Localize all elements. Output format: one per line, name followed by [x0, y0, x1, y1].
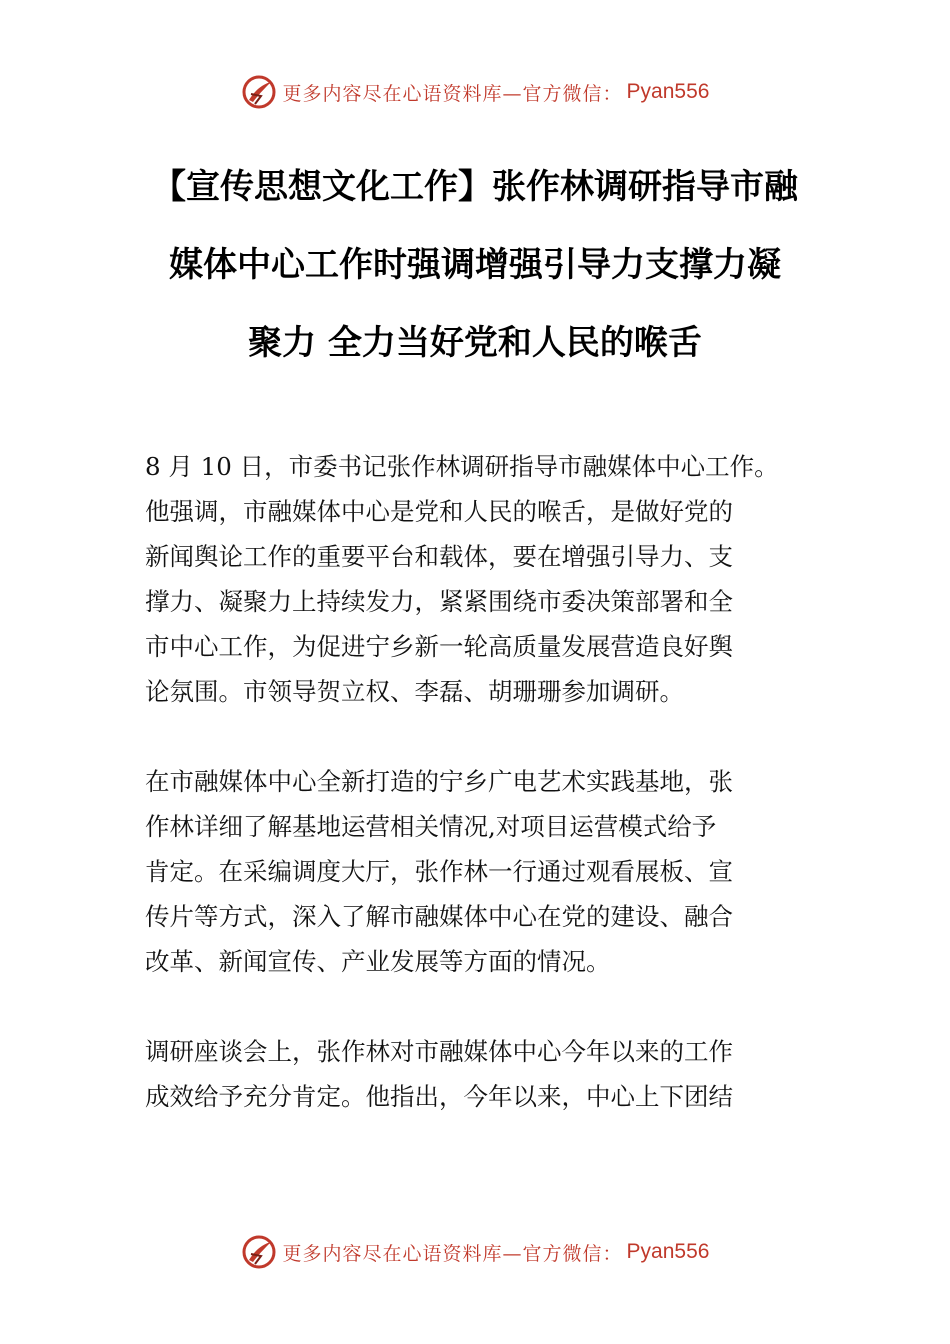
title-line-1: 【宣传思想文化工作】张作林调研指导市融 [152, 167, 798, 207]
logo-icon [241, 1234, 277, 1270]
text-line: 市中心工作，为促进宁乡新一轮高质量发展营造良好舆 [145, 632, 733, 661]
text-line: 传片等方式，深入了解市融媒体中心在党的建设、融合 [145, 902, 733, 931]
article-body [145, 444, 825, 1164]
text-line: 撑力、凝聚力上持续发力，紧紧围绕市委决策部署和全 [145, 587, 733, 616]
article-title [120, 148, 830, 382]
text-line: 8 月 10 日，市委书记张作林调研指导市融媒体中心工作。 [145, 452, 779, 481]
text-line: 调研座谈会上，张作林对市融媒体中心今年以来的工作 [145, 1037, 733, 1066]
text-line: 成效给予充分肯定。他指出，今年以来，中心上下团结 [145, 1082, 733, 1111]
title-line-2: 媒体中心工作时强调增强引导力支撑力凝 [169, 245, 781, 285]
paragraph-1 [145, 444, 825, 714]
paragraph-3 [145, 1029, 825, 1119]
watermark-banner-bottom [0, 1232, 950, 1272]
text-line: 论氛围。市领导贺立权、李磊、胡珊珊参加调研。 [145, 677, 684, 706]
watermark-text: 更多内容尽在心语资料库—官方微信： [282, 82, 623, 105]
wechat-id: Pyan556 [626, 80, 710, 103]
text-line: 改革、新闻宣传、产业发展等方面的情况。 [145, 947, 611, 976]
title-line-3: 聚力 全力当好党和人民的喉舌 [248, 323, 702, 363]
watermark-banner-top [0, 72, 950, 112]
text-line: 新闻舆论工作的重要平台和载体，要在增强引导力、支 [145, 542, 733, 571]
text-line: 在市融媒体中心全新打造的宁乡广电艺术实践基地，张 [145, 767, 733, 796]
text-line: 他强调，市融媒体中心是党和人民的喉舌，是做好党的 [145, 497, 733, 526]
text-line: 作林详细了解基地运营相关情况,对项目运营模式给予 [145, 812, 717, 841]
paragraph-2 [145, 759, 825, 984]
logo-icon [241, 74, 277, 110]
watermark-text: 更多内容尽在心语资料库—官方微信： [282, 1242, 623, 1265]
text-line: 肯定。在采编调度大厅，张作林一行通过观看展板、宣 [145, 857, 733, 886]
wechat-id: Pyan556 [626, 1240, 710, 1263]
